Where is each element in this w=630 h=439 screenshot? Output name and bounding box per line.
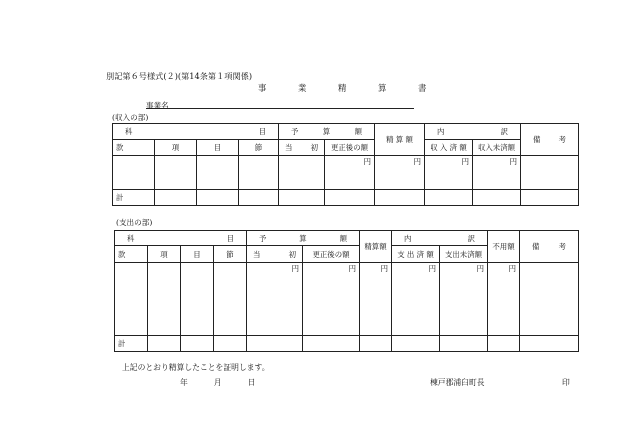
- total-row: [113, 190, 579, 206]
- document-title: [258, 82, 458, 94]
- yen-unit: 円: [488, 263, 520, 336]
- header-sumi: 収 入 済 額: [425, 140, 473, 156]
- yen-unit: 円: [473, 156, 521, 190]
- cell-input[interactable]: [239, 156, 279, 190]
- expense-section-label: (支出の部): [116, 218, 153, 227]
- date-day: 日: [247, 378, 256, 387]
- header-fuyo: 不用額: [488, 231, 520, 263]
- date-month: 月: [213, 378, 222, 387]
- header-seisan: 精算額: [360, 231, 392, 263]
- cell-input[interactable]: [214, 263, 247, 336]
- project-name-field[interactable]: [146, 108, 414, 109]
- header-setsu: 節: [214, 246, 247, 263]
- yen-unit: 円: [440, 263, 488, 336]
- cell-input[interactable]: [279, 156, 325, 190]
- header-kan: 款: [113, 140, 155, 156]
- title-char: 書: [418, 83, 427, 93]
- header-biko: 備 考: [521, 124, 579, 156]
- date-year: 年: [180, 378, 188, 387]
- cell-input[interactable]: [148, 263, 181, 336]
- header-yosan: 予 算 額: [247, 231, 360, 246]
- title-char: 業: [298, 83, 307, 93]
- form-id: 別記第６号様式(２)(第14条第１項関係): [106, 71, 253, 81]
- yen-unit: 円: [375, 156, 425, 190]
- yen-unit: 円: [247, 263, 303, 336]
- header-moku: 目: [197, 140, 239, 156]
- expense-table: [114, 230, 579, 352]
- title-char: 事: [258, 83, 267, 93]
- header-tosho: 当 初: [247, 246, 303, 263]
- header-seisan: 精 算 額: [375, 124, 425, 156]
- table-row: [115, 263, 579, 336]
- title-char: 精: [338, 83, 347, 93]
- header-ko: 項: [148, 246, 181, 263]
- header-setsu: 節: [239, 140, 279, 156]
- header-tosho: 当 初: [279, 140, 325, 156]
- yen-unit: 円: [360, 263, 392, 336]
- cell-input[interactable]: [181, 263, 214, 336]
- income-table: [112, 123, 579, 206]
- header-yosan: 予 算 額: [279, 124, 375, 140]
- project-name-label: 事業名: [146, 101, 169, 110]
- total-label: 計: [115, 336, 148, 352]
- cell-input[interactable]: [521, 156, 579, 190]
- total-row: [115, 336, 579, 352]
- cell-input[interactable]: [155, 156, 197, 190]
- certification-text: 上記のとおり精算したことを証明します。: [122, 363, 270, 372]
- header-misumi: 収入未済額: [473, 140, 521, 156]
- header-uchiwake: 内 訳: [425, 124, 521, 140]
- yen-unit: 円: [392, 263, 440, 336]
- total-label: 計: [113, 190, 155, 206]
- cell-input[interactable]: [115, 263, 148, 336]
- header-ko: 項: [155, 140, 197, 156]
- header-kan: 款: [115, 246, 148, 263]
- cell-input[interactable]: [520, 263, 579, 336]
- yen-unit: 円: [325, 156, 375, 190]
- header-misumi: 支出未済額: [440, 246, 488, 263]
- header-kamoku: 科 目: [113, 124, 279, 140]
- table-row: [113, 156, 579, 190]
- yen-unit: 円: [425, 156, 473, 190]
- header-kamoku: 科 目: [115, 231, 247, 246]
- title-char: 算: [378, 83, 387, 93]
- yen-unit: 円: [303, 263, 360, 336]
- header-sumi: 支 出 済 額: [392, 246, 440, 263]
- header-koseigo: 更正後の額: [325, 140, 375, 156]
- cell-input[interactable]: [113, 156, 155, 190]
- date-line: [180, 377, 281, 388]
- seal-mark: 印: [562, 378, 570, 387]
- header-biko: 備 考: [520, 231, 579, 263]
- header-koseigo: 更正後の額: [303, 246, 360, 263]
- cell-input[interactable]: [197, 156, 239, 190]
- mayor-title: 棟戸郡浦臼町長: [430, 378, 485, 387]
- header-uchiwake: 内 訳: [392, 231, 488, 246]
- header-moku: 目: [181, 246, 214, 263]
- income-section-label: (収入の部): [112, 113, 149, 122]
